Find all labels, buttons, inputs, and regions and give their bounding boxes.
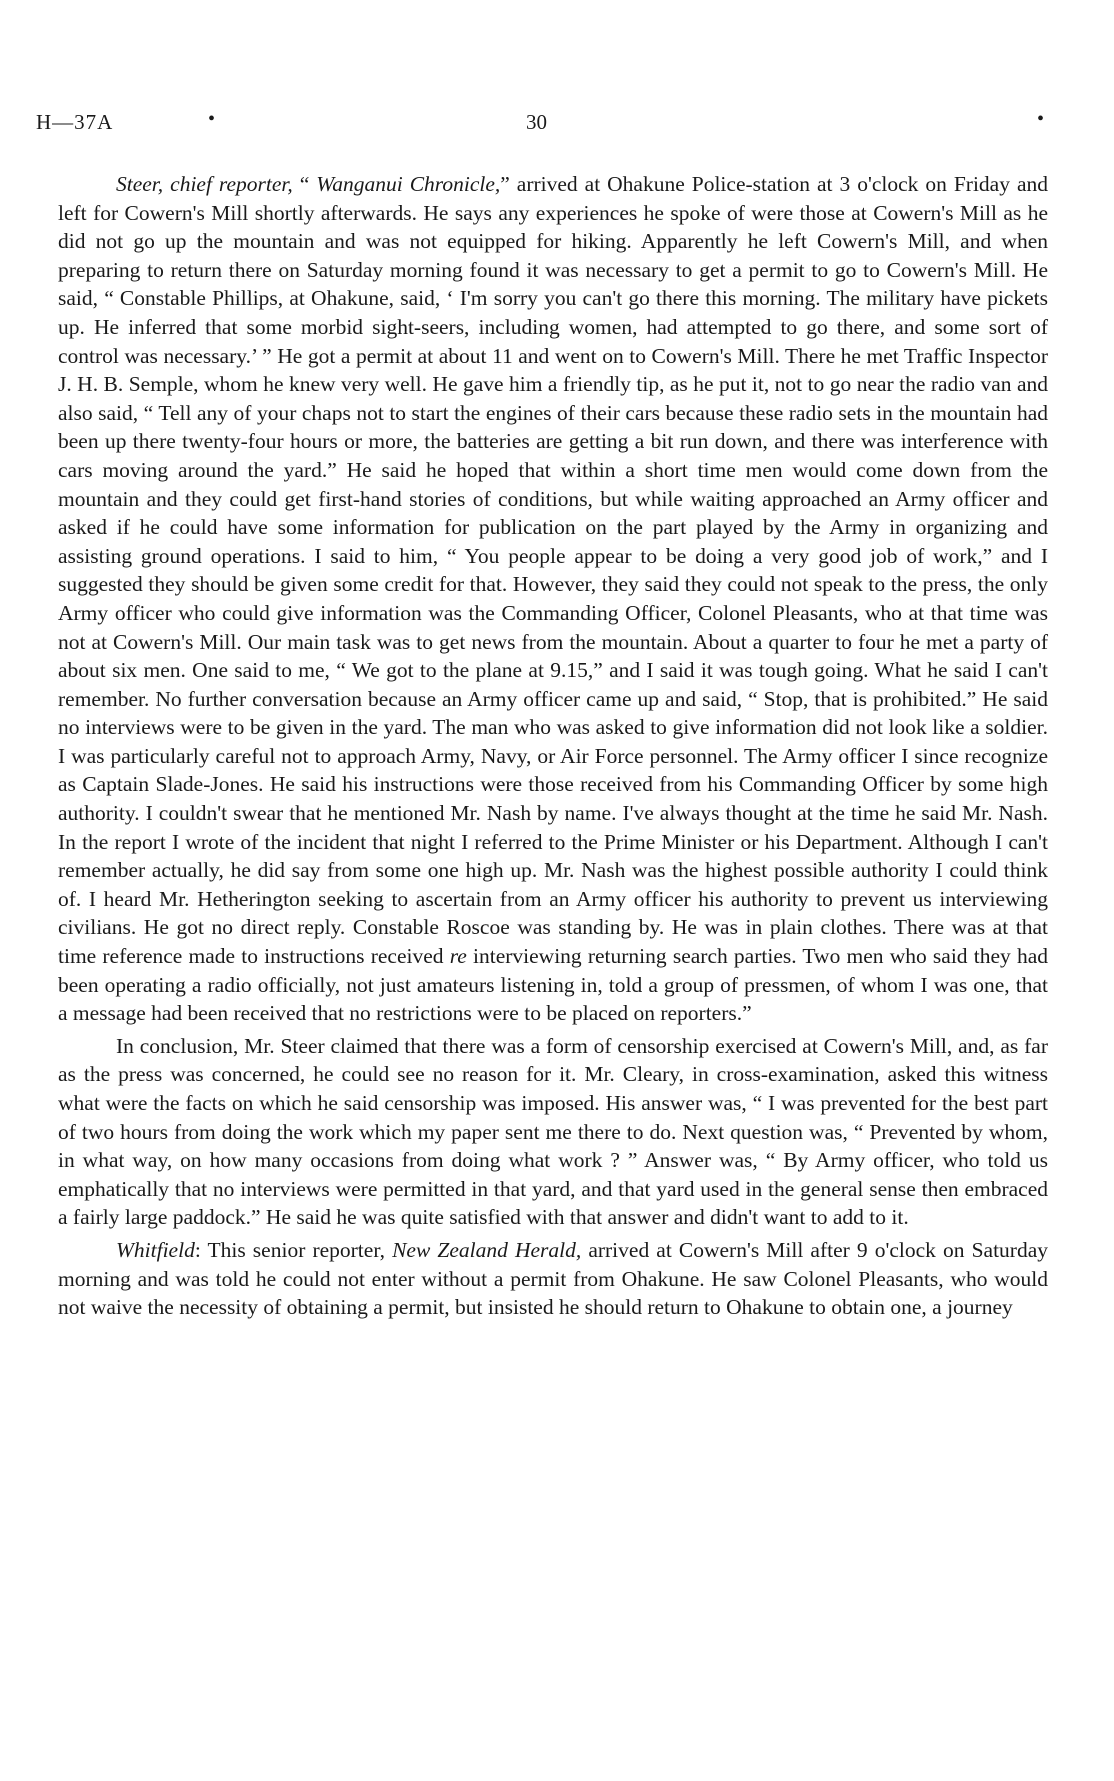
text-run: ” arrived at Ohakune Police-station at 3 o'clock on Friday and left for Cowern's Mill shortly afterwards. He says any experiences he spoke of were those at Cowern's Mill as he did not go up the mountain and was not equipped for hiking. Apparently he left Cowern's Mill, and when preparing to return there on Saturday morning found it was necessary to get a permit to go to Cowern's Mill. He said, “ Constable Phillips, at Ohakune, said, ‘ I'm sorry you can't go there this morning. The military have pickets up. He inferred that some morbid sight-seers, including women, had attempted to go there, and some sort of control was necessary.’ ” He got a permit at about 11 and went on to Cowern's Mill. There he met Traffic Inspector J. H. B. Semple, whom he knew very well. He gave him a friendly tip, as he put it, not to go near the radio van and also said, “ Tell any of your chaps not to start the engines of their cars because these radio sets in the mountain had been up there twenty-four hours or more, the batteries are getting a bit run down, and there was interference with cars moving around the yard.” He said he hoped that within a short time men would come down from the mountain and they could get first-hand stories of conditions, but while waiting approached an Army officer and asked if he could have some information for publication on the part played by the Army in organizing and assisting ground operations. I said to him, “ You people appear to be doing a very good job of work,” and I suggested they should be given some credit for that. However, they said they could not speak to the press, the only Army officer who could give information was the Commanding Officer, Colonel Pleasants, who at that time was not at Cowern's Mill. Our main task was to get news from the mountain. About a quarter to four he met a party of about six men. One said to me, “ We got to the plane at 9.15,” and I said it was tough going. What he said I can't remember. No further conversation because an Army officer came up and said, “ Stop, that is prohibited.” He said no interviews were to be given in the yard. The man who was asked to give information did not look like a soldier. I was particularly careful not to approach Army, Navy, or Air Force personnel. The Army officer I since recognize as Captain Slade-Jones. He said his instructions were those received from his Commanding Officer by some high authority. I couldn't swear that he mentioned Mr. Nash by name. I've always thought at the time he said Mr. Nash. In the report I wrote of the incident that night I referred to the Prime Minister or his Department. Although I can't remember actually, he did say from some one high up. Mr. Nash was the highest possible authority I could think of. I heard Mr. Hetherington seeking to ascertain from an Army officer his authority to prevent us interviewing civilians. He got no direct reply. Constable Roscoe was standing by. He was in plain clothes. There was at that time reference made to instructions received bbox=[58, 172, 1049, 969]
document-reference: H—37A bbox=[36, 110, 114, 134]
text-run: In conclusion, Mr. Steer claimed that there was a form of censorship exercised at Cowern's Mill, and, as far as the press was concerned, he could see no reason for it. Mr. Cleary, in cross-examination, asked this witness what were the facts on which he said censorship was imposed. His answer was, “ I was prevented for the best part of two hours from doing the work which my paper sent me there to do. Next question was, “ Prevented by whom, in what way, on how many occasions from doing what work ? ” Answer was, “ By Army officer, who told us emphatically that no interviews were permitted in that yard, and that yard used in the general sense then embraced a fairly large paddock.” He said he was quite satisfied with that answer and didn't want to add to it. bbox=[58, 1033, 1048, 1230]
paragraph bbox=[58, 1032, 1048, 1232]
text-run: “ bbox=[299, 172, 317, 196]
italic-text-run: Whitfield bbox=[116, 1237, 195, 1262]
paragraph bbox=[58, 170, 1048, 1028]
page-number: 30 bbox=[526, 110, 547, 134]
header-bullet-right: • bbox=[1036, 108, 1044, 130]
italic-text-run: Steer, chief reporter, bbox=[116, 172, 300, 196]
paragraph bbox=[58, 1236, 1048, 1322]
text-run: interviewing returning search parties. Two men who said they had been operating a radio officially, not just amateurs listening in, told a group of pressmen, of whom I was one, that a message had been received that no restrictions were to be placed on reporters.” bbox=[58, 944, 1048, 1026]
text-run: : This senior reporter, bbox=[194, 1237, 393, 1262]
page-header bbox=[36, 110, 1044, 140]
italic-text-run: New Zealand Herald, bbox=[392, 1237, 582, 1262]
italic-text-run: Wanganui Chronicle, bbox=[316, 172, 501, 196]
header-bullet-left: • bbox=[208, 108, 216, 130]
body-text bbox=[58, 170, 1048, 1322]
italic-text-run: re bbox=[449, 944, 467, 969]
text-run: arrived at Cowern's Mill after 9 o'clock on Saturday morning and was told he could not enter without a permit from Ohakune. He saw Colonel Pleasants, who would not waive the necessity of obtaining a permit, but insisted he should return to Ohakune to obtain one, a journey bbox=[58, 1237, 1048, 1320]
